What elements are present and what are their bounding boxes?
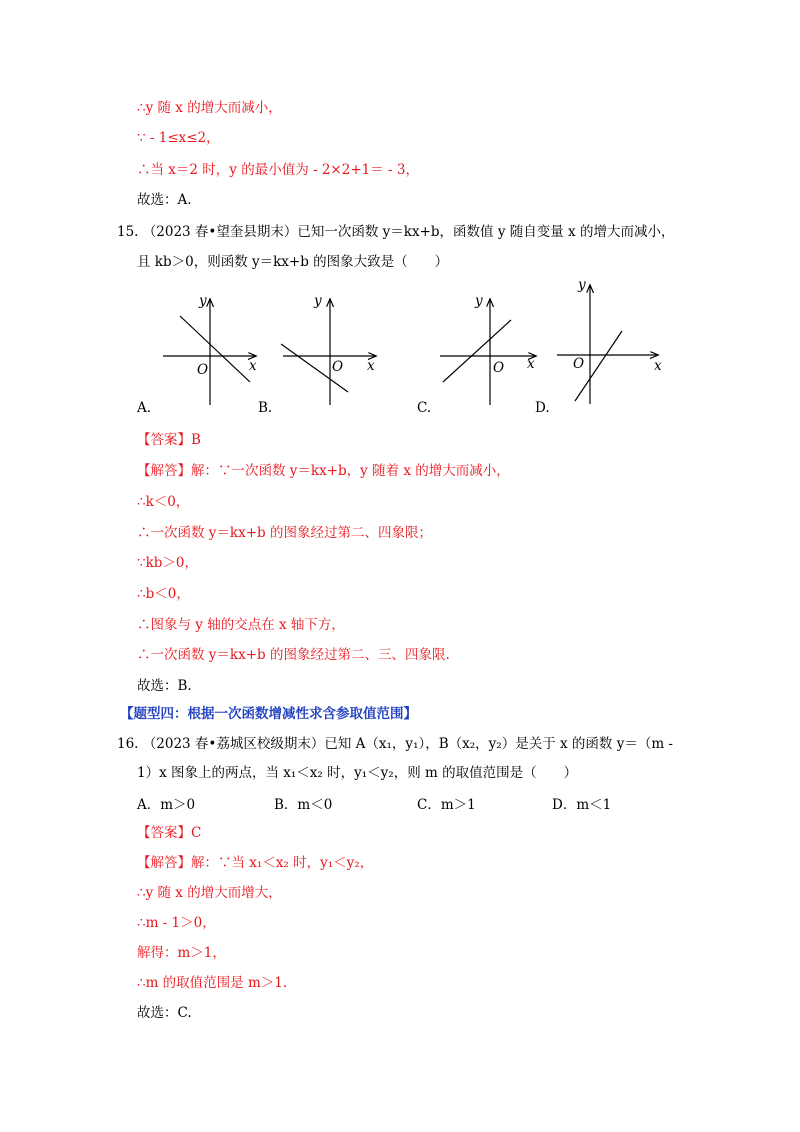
- q16-solution-line: 故选：C.: [137, 1005, 192, 1021]
- q16-option-b: B．m＜0: [274, 797, 333, 813]
- graph-c-origin-label: O: [493, 360, 505, 376]
- graph-a-x-label: x: [249, 358, 257, 374]
- graph-d-origin-label: O: [573, 356, 585, 372]
- graph-c: [435, 290, 545, 408]
- option-b-label: B.: [258, 400, 273, 416]
- q15-solution-line: 【解答】解：∵一次函数 y＝kx+b，y 随着 x 的增大而减小，: [137, 463, 510, 479]
- q15-answer: 【答案】B: [137, 432, 201, 448]
- q15-solution-line: 故选：B.: [137, 678, 192, 694]
- q16-option-d: D．m＜1: [552, 797, 612, 813]
- solution-line: ∴y 随 x 的增大而减小，: [137, 100, 282, 116]
- q16-option-c: C．m＞1: [417, 797, 476, 813]
- q16-stem-line2: 1）x 图象上的两点，当 x₁＜x₂ 时，y₁＜y₂，则 m 的取值范围是（ ）: [137, 765, 578, 781]
- q16-answer: 【答案】C: [137, 825, 202, 841]
- q15-solution-line: ∵kb＞0，: [137, 555, 199, 571]
- solution-line: 故选：A.: [137, 192, 192, 208]
- graph-b-x-label: x: [367, 358, 375, 374]
- option-a-label: A.: [137, 400, 152, 416]
- graph-b-y-label: y: [314, 293, 322, 309]
- solution-line: ∵ - 1≤x≤2，: [137, 130, 220, 146]
- q16-stem-line1: 16. （2023 春•荔城区校级期末）已知 A（x₁，y₁），B（x₂，y₂）是关于 x 的函数 y＝（m -: [117, 736, 673, 752]
- graph-c-y-label: y: [475, 293, 483, 309]
- graph-b-origin-label: O: [332, 359, 344, 375]
- q15-stem-line1: 15. （2023 春•望奎县期末）已知一次函数 y＝kx+b，函数值 y 随自变量 x 的增大而减小，: [117, 224, 675, 240]
- graph-c-x-label: x: [527, 356, 535, 372]
- graph-b: [275, 290, 385, 408]
- solution-line: ∴当 x＝2 时，y 的最小值为 - 2×2+1＝ - 3，: [137, 162, 419, 178]
- option-d-label: D.: [535, 400, 550, 416]
- q16-solution-line: 解得：m＞1，: [137, 945, 226, 961]
- q16-solution-line: ∴m - 1＞0，: [137, 915, 216, 931]
- graph-d-x-label: x: [654, 358, 662, 374]
- section-title: 【题型四：根据一次函数增减性求含参取值范围】: [120, 706, 417, 722]
- q16-solution-line: 【解答】解：∵当 x₁＜x₂ 时，y₁＜y₂，: [137, 855, 374, 871]
- graph-a-origin-label: O: [197, 362, 209, 378]
- graph-d-y-label: y: [578, 277, 586, 293]
- option-c-label: C.: [417, 400, 432, 416]
- q16-solution-line: ∴m 的取值范围是 m＞1.: [137, 975, 288, 991]
- q15-solution-line: ∴一次函数 y＝kx+b 的图象经过第二、四象限；: [137, 525, 432, 541]
- q16-option-a: A．m＞0: [137, 797, 196, 813]
- graph-a: [155, 290, 265, 408]
- q15-solution-line: ∴一次函数 y＝kx+b 的图象经过第二、三、四象限.: [137, 647, 450, 663]
- q16-solution-line: ∴y 随 x 的增大而增大，: [137, 885, 282, 901]
- graph-a-y-label: y: [199, 293, 207, 309]
- q15-solution-line: ∴b＜0，: [137, 586, 190, 602]
- q15-solution-line: ∴k＜0，: [137, 494, 190, 510]
- q15-stem-line2: 且 kb＞0，则函数 y＝kx+b 的图象大致是（ ）: [137, 254, 449, 270]
- graph-d: [552, 276, 667, 408]
- q15-solution-line: ∴图象与 y 轴的交点在 x 轴下方，: [137, 617, 345, 633]
